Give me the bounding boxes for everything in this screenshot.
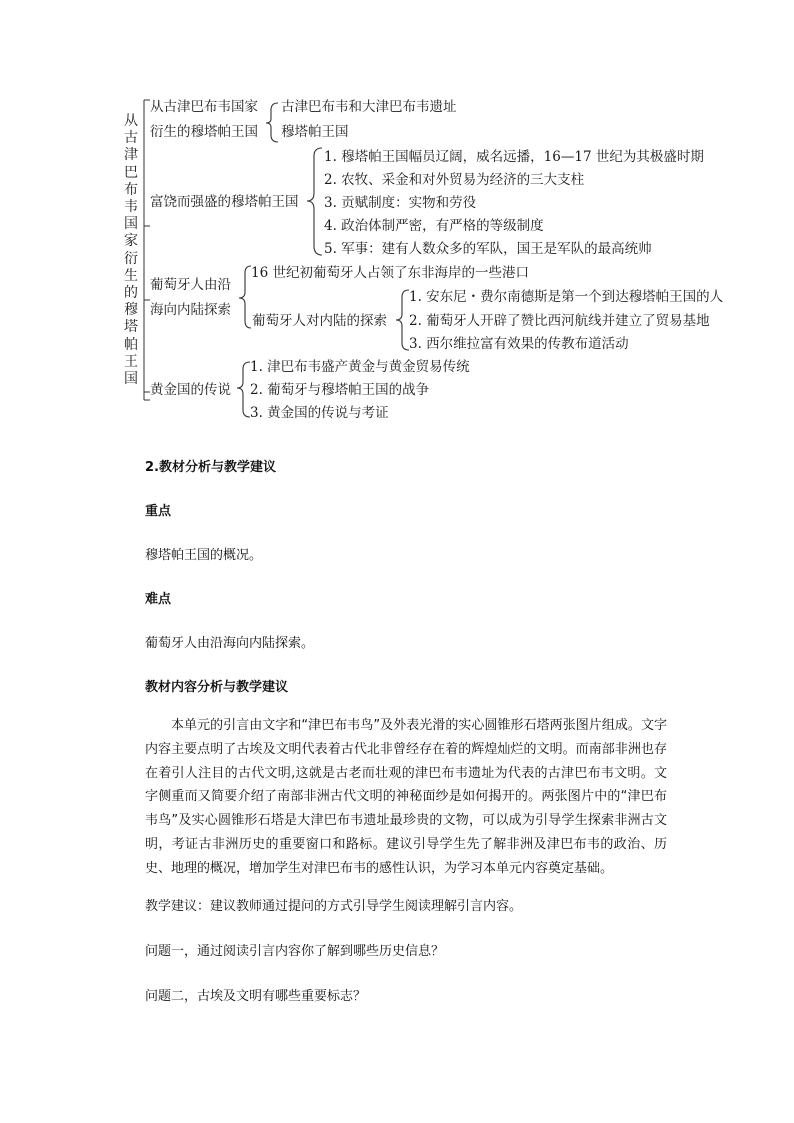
key-point-heading: 重点 <box>145 504 172 519</box>
branch3-sub-label: 葡萄牙人对内陆的探索 <box>252 313 387 329</box>
difficulty-heading: 难点 <box>145 592 172 607</box>
difficulty-text: 葡萄牙人由沿海向内陆探索。 <box>145 636 315 651</box>
branch4-item: 2. 葡萄牙与穆塔帕王国的战争 <box>250 382 430 398</box>
branch4-label: 黄金国的传说 <box>150 382 231 398</box>
branch2-item: 2. 农牧、采金和对外贸易为经济的三大支柱 <box>324 172 585 188</box>
branch3-sub-item: 3. 西尔维拉富有效果的传教布道活动 <box>409 336 629 352</box>
branch1-label-line1: 从古津巴布韦国家 <box>150 99 258 115</box>
branch3-sub-item: 1. 安东尼・费尔南德斯是第一个到达穆塔帕王国的人 <box>409 289 724 305</box>
section-heading: 2.教材分析与教学建议 <box>145 460 276 475</box>
branch3-label-line1: 葡萄牙人由沿 <box>150 277 231 293</box>
branch2-item: 1. 穆塔帕王国幅员辽阔，威名远播，16—17 世纪为其极盛时期 <box>324 149 704 165</box>
branch3-sub-item: 2. 葡萄牙人开辟了赞比西河航线并建立了贸易基地 <box>409 313 710 329</box>
branch2-item: 5. 军事：建有人数众多的军队，国王是军队的最高统帅 <box>324 241 652 257</box>
branch4-item: 3. 黄金国的传说与考证 <box>250 405 389 421</box>
branch2-item: 3. 贡赋制度：实物和劳役 <box>324 195 477 211</box>
branch2-item: 4. 政治体制严密，有严格的等级制度 <box>324 218 544 234</box>
diagram-title: 从古津巴布韦国家衍生的穆塔帕王国 <box>124 113 138 388</box>
question-1: 问题一，通过阅读引言内容你了解到哪些历史信息？ <box>145 944 445 959</box>
branch1-item: 穆塔帕王国 <box>281 124 349 140</box>
branch3-label-line2: 海向内陆探索 <box>150 302 231 318</box>
branch2-label: 富饶而强盛的穆塔帕王国 <box>150 194 299 210</box>
branch1-label-line2: 衍生的穆塔帕王国 <box>150 124 258 140</box>
teaching-suggestion: 教学建议：建议教师通过提问的方式引导学生阅读理解引言内容。 <box>145 899 523 914</box>
key-point-text: 穆塔帕王国的概况。 <box>145 548 263 563</box>
analysis-heading: 教材内容分析与教学建议 <box>145 680 289 695</box>
branch3-item: 16 世纪初葡萄牙人占领了东非海岸的一些港口 <box>251 265 529 281</box>
question-2: 问题二，古埃及文明有哪些重要标志？ <box>145 989 367 1004</box>
branch1-item: 古津巴布韦和大津巴布韦遗址 <box>281 99 457 115</box>
analysis-paragraph: 本单元的引言由文字和“津巴布韦鸟”及外表光滑的实心圆锥形石塔两张图片组成。文字内容主要点明了古埃及文明代表着古代北非曾经存在着的辉煌灿烂的文明。而南部非洲也存在着引人注目的古代文明,这就是古老而壮观的津巴布韦遗址为代表的古津巴布韦文明。文字侧重而又简要介绍了南部非洲古代文明的神秘面纱是如何揭开的。两张图片中的“津巴布韦鸟”及实心圆锥形石塔是大津巴布韦遗址最珍贵的文物，可以成为引导学生探索非洲古文明，考证古非洲历史的重要窗口和路标。建议引导学生先了解非洲及津巴布韦的政治、历史、地理的概况，增加学生对津巴布韦的感性认识，为学习本单元内容奠定基础。 <box>145 718 667 876</box>
branch4-item: 1. 津巴布韦盛产黄金与黄金贸易传统 <box>250 359 470 375</box>
